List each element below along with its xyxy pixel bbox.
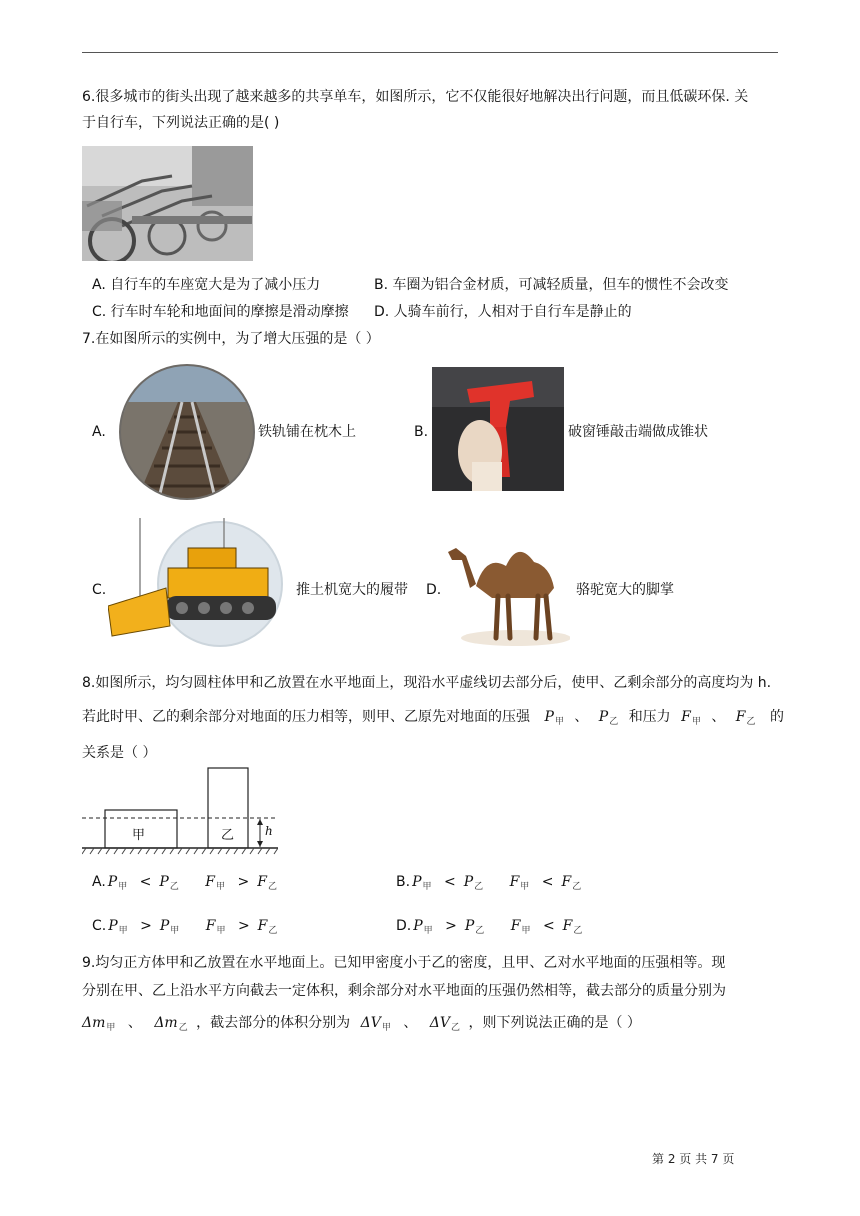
window-breaker-hammer-photo bbox=[432, 367, 564, 491]
q7-option-a-caption: 铁轨铺在枕木上 bbox=[258, 424, 356, 440]
header-rule bbox=[82, 52, 778, 53]
symbol-p-jia: $P_甲$ bbox=[544, 709, 564, 727]
railway-track-photo bbox=[118, 362, 256, 502]
symbol-f-yi: $F_乙$ bbox=[735, 709, 756, 727]
q6-option-c[interactable]: C. 行车时车轮和地面间的摩擦是滑动摩擦 bbox=[92, 304, 349, 320]
q8-option-b[interactable]: B. $P_甲 < P_乙$ $F_甲 < F_乙$ bbox=[396, 874, 582, 892]
page-footer: 第 2 页 共 7 页 bbox=[652, 1152, 735, 1166]
q7-option-d-letter[interactable]: D. bbox=[426, 582, 442, 598]
q8-option-c[interactable]: C. $P_甲 > P_甲$ $F_甲 > F_乙$ bbox=[92, 918, 278, 936]
q7-option-b-caption: 破窗锤敲击端做成锥状 bbox=[568, 424, 708, 440]
q8-stem-line1: 8.如图所示，均匀圆柱体甲和乙放置在水平地面上，现沿水平虚线切去部分后，使甲、乙剩余部分的高度均为 h. bbox=[82, 675, 772, 691]
q8-option-a[interactable]: A. $P_甲 < P_乙$ $F_甲 > F_乙$ bbox=[92, 874, 277, 892]
symbol-dm-jia: $\Delta m_甲$ bbox=[82, 1015, 116, 1033]
diagram-label-jia: 甲 bbox=[132, 828, 146, 843]
diagram-label-yi: 乙 bbox=[221, 828, 235, 843]
symbol-f-jia: $F_甲$ bbox=[681, 709, 701, 727]
q7-option-c-caption: 推土机宽大的履带 bbox=[296, 582, 408, 598]
q6-option-d[interactable]: D. 人骑车前行，人相对于自行车是静止的 bbox=[374, 304, 632, 320]
q8-stem-line3: 关系是（ ） bbox=[82, 745, 157, 761]
symbol-dv-jia: $\Delta V_甲$ bbox=[360, 1015, 391, 1033]
q6-stem-line2: 于自行车，下列说法正确的是( ) bbox=[82, 115, 280, 131]
q8-option-d[interactable]: D. $P_甲 > P_乙$ $F_甲 < F_乙$ bbox=[396, 918, 583, 936]
q8-stem-line2: 若此时甲、乙的剩余部分对地面的压力相等，则甲、乙原先对地面的压强 $P_甲$ 、 $P_乙$ 和压力 $F_甲$ 、 $F_乙$ 的 bbox=[82, 709, 784, 727]
diagram-label-h: h bbox=[265, 824, 273, 838]
q6-option-a[interactable]: A. 自行车的车座宽大是为了减小压力 bbox=[92, 277, 321, 293]
symbol-p-yi: $P_乙$ bbox=[598, 709, 619, 727]
q7-stem: 7.在如图所示的实例中，为了增大压强的是（ ） bbox=[82, 331, 380, 347]
q9-stem-line1: 9.均匀正方体甲和乙放置在水平地面上。已知甲密度小于乙的密度，且甲、乙对水平地面的压强相等。现 bbox=[82, 955, 726, 971]
q9-stem-line2: 分别在甲、乙上沿水平方向截去一定体积，剩余部分对水平地面的压强仍然相等，截去部分的质量分别为 bbox=[82, 983, 726, 999]
q7-option-c-letter[interactable]: C. bbox=[92, 582, 107, 598]
q7-option-a-letter[interactable]: A. bbox=[92, 424, 106, 440]
cylinders-diagram bbox=[82, 766, 278, 858]
bulldozer-photo bbox=[108, 518, 288, 648]
shared-bicycles-photo bbox=[82, 146, 253, 261]
symbol-dm-yi: $\Delta m_乙$ bbox=[154, 1015, 188, 1033]
symbol-dv-yi: $\Delta V_乙$ bbox=[429, 1015, 461, 1033]
q7-option-d-caption: 骆驼宽大的脚掌 bbox=[576, 582, 674, 598]
camel-photo bbox=[446, 526, 570, 648]
q7-option-b-letter[interactable]: B. bbox=[414, 424, 429, 440]
q6-option-b[interactable]: B. 车圈为铝合金材质，可减轻质量，但车的惯性不会改变 bbox=[374, 277, 729, 293]
q9-stem-line3: $\Delta m_甲$ 、 $\Delta m_乙$ ，截去部分的体积分别为 $\Delta V_甲$ 、 $\Delta V_乙$ ，则下列说法正确的是（ ） bbox=[82, 1015, 641, 1033]
q6-stem-line1: 6.很多城市的街头出现了越来越多的共享单车，如图所示，它不仅能很好地解决出行问题，而且低碳环保. 关 bbox=[82, 89, 749, 105]
